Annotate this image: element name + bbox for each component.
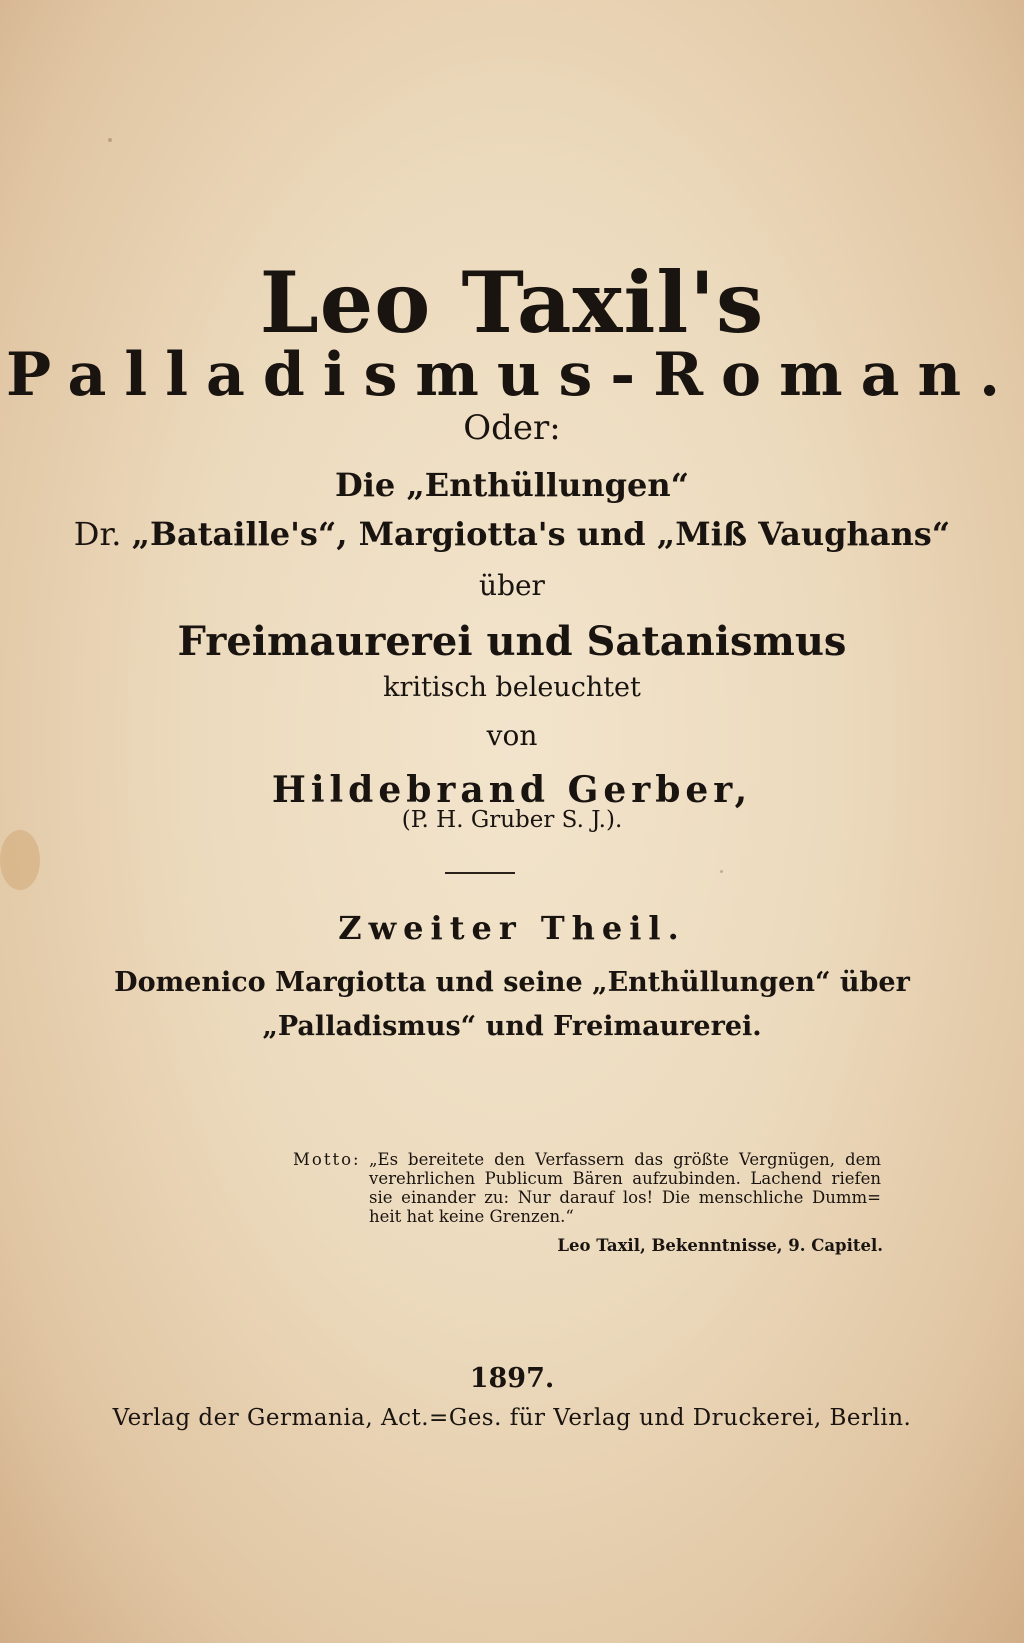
paper-speck (108, 138, 112, 142)
author-name: Hildebrand Gerber, (271, 769, 753, 811)
imprint-year: 1897. (469, 1363, 555, 1394)
subtitle-von: von (486, 719, 538, 752)
paper-stain (0, 830, 40, 890)
divider-rule (445, 872, 515, 874)
motto-line: sie einander zu: Nur darauf los! Die menschliche Dumm= (369, 1188, 881, 1207)
motto-quote (369, 1150, 881, 1226)
title-line-1: Leo Taxil's (259, 253, 765, 352)
title-line-2: Palladismus-Roman. (6, 340, 1018, 410)
imprint-publisher: Verlag der Germania, Act.=Ges. für Verlag und Druckerei, Berlin. (112, 1405, 912, 1431)
motto-attribution: Leo Taxil, Bekenntnisse, 9. Capitel. (557, 1236, 883, 1255)
subtitle-ueber: über (479, 569, 545, 602)
part-description-line-2: „Palladismus“ und Freimaurerei. (262, 1011, 762, 1042)
motto-line: „Es bereitete den Verfassern das größte Vergnügen, dem (369, 1150, 881, 1169)
part-heading: Zweiter Theil. (338, 909, 686, 947)
motto-line: verehrlichen Publicum Bären aufzubinden. Lachend riefen (369, 1169, 881, 1188)
author-pseudonym: (P. H. Gruber S. J.). (401, 807, 623, 833)
paper-speck (720, 870, 723, 873)
subtitle-die-enthuellungen: Die „Enthüllungen“ (334, 466, 690, 504)
subtitle-kritisch: kritisch beleuchtet (383, 672, 641, 703)
motto-label: Motto: (293, 1150, 361, 1169)
part-description-line-1: Domenico Margiotta und seine „Enthüllungen“ über (114, 967, 910, 998)
motto-line: heit hat keine Grenzen.“ (369, 1207, 574, 1226)
subtitle-dr-prefix: Dr. (73, 515, 122, 553)
subtitle-oder: Oder: (463, 408, 561, 448)
subtitle-authors-names: „Bataille's“, Margiotta's und „Miß Vaughans“ (131, 515, 951, 553)
subtitle-authors-line (0, 514, 1024, 554)
subtitle-subject: Freimaurerei und Satanismus (177, 618, 847, 665)
